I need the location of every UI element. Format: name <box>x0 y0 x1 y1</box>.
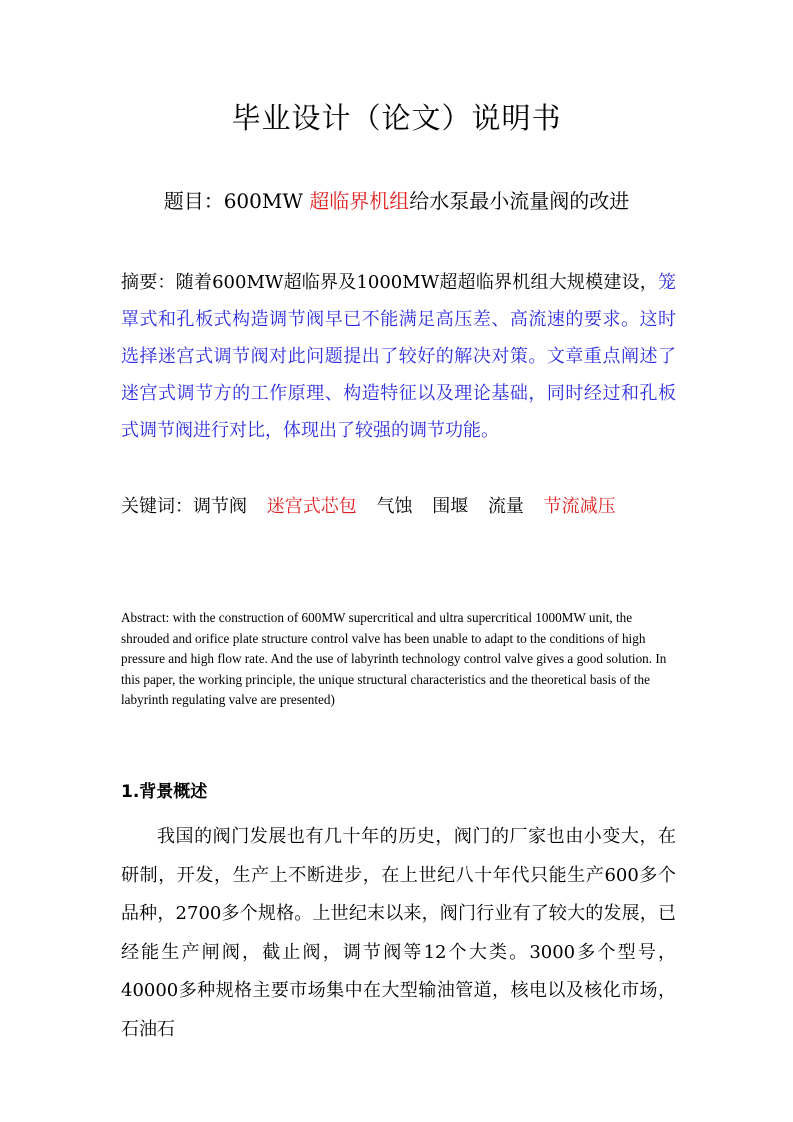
keywords-line <box>121 492 681 522</box>
document-title: 毕业设计（论文）说明书 <box>231 101 562 135</box>
subject-prefix: 题目：600MW <box>163 189 310 213</box>
english-abstract: Abstract: with the construction of 600MW supercritical and ultra supercritical 1000MW unit, the shrouded and orifice plate structure control valve has been unable to adapt to the conditions of high pressure and high flow rate. And the use of labyrinth technology control valve gives a good solution. In this paper, the working principle, the unique structural characteristics and the theoretical basis of the labyrinth regulating valve are presented) <box>121 610 667 707</box>
abstract-label: 摘要： <box>121 272 176 293</box>
keyword-item: 调节阀 <box>193 496 247 517</box>
keyword-item: 气蚀 <box>376 496 413 517</box>
keyword-item: 围堰 <box>432 496 469 517</box>
subject-highlight: 超临界机组 <box>309 189 410 213</box>
keyword-item: 节流减压 <box>543 496 616 517</box>
thesis-subject <box>0 186 793 216</box>
keyword-item: 迷宫式芯包 <box>266 496 357 517</box>
abstract-part-1: 随着600MW超临界及1000MW超超临界机组大规模建设， <box>175 272 659 293</box>
chinese-abstract <box>121 264 676 449</box>
keywords-label: 关键词： <box>121 496 193 517</box>
subject-suffix: 给水泵最小流量阀的改进 <box>409 189 630 213</box>
section-heading: 1.背景概述 <box>121 782 208 802</box>
section-paragraph: 我国的阀门发展也有几十年的历史，阀门的厂家也由小变大，在研制，开发，生产上不断进步，在上世纪八十年代只能生产600多个品种，2700多个规格。上世纪末以来，阀门行业有了较大的发展，已经能生产闸阀，截止阀，调节阀等12个大类。3000多个型号，40000多种规格主要市场集中在大型输油管道，核电以及核化市场，石油石 <box>121 826 676 1040</box>
keyword-item: 流量 <box>487 496 524 517</box>
abstract-part-2: 笼罩式和孔板式构造调节阀早已不能满足高压差、高流速的要求。这时选择迷宫式调节阀对此问题提出了较好的解决对策。文章重点阐述了迷宫式调节方的工作原理、构造特征以及理论基础，同时经过和孔板式调节阀进行对比，体现出了较强的调节功能。 <box>121 272 677 441</box>
